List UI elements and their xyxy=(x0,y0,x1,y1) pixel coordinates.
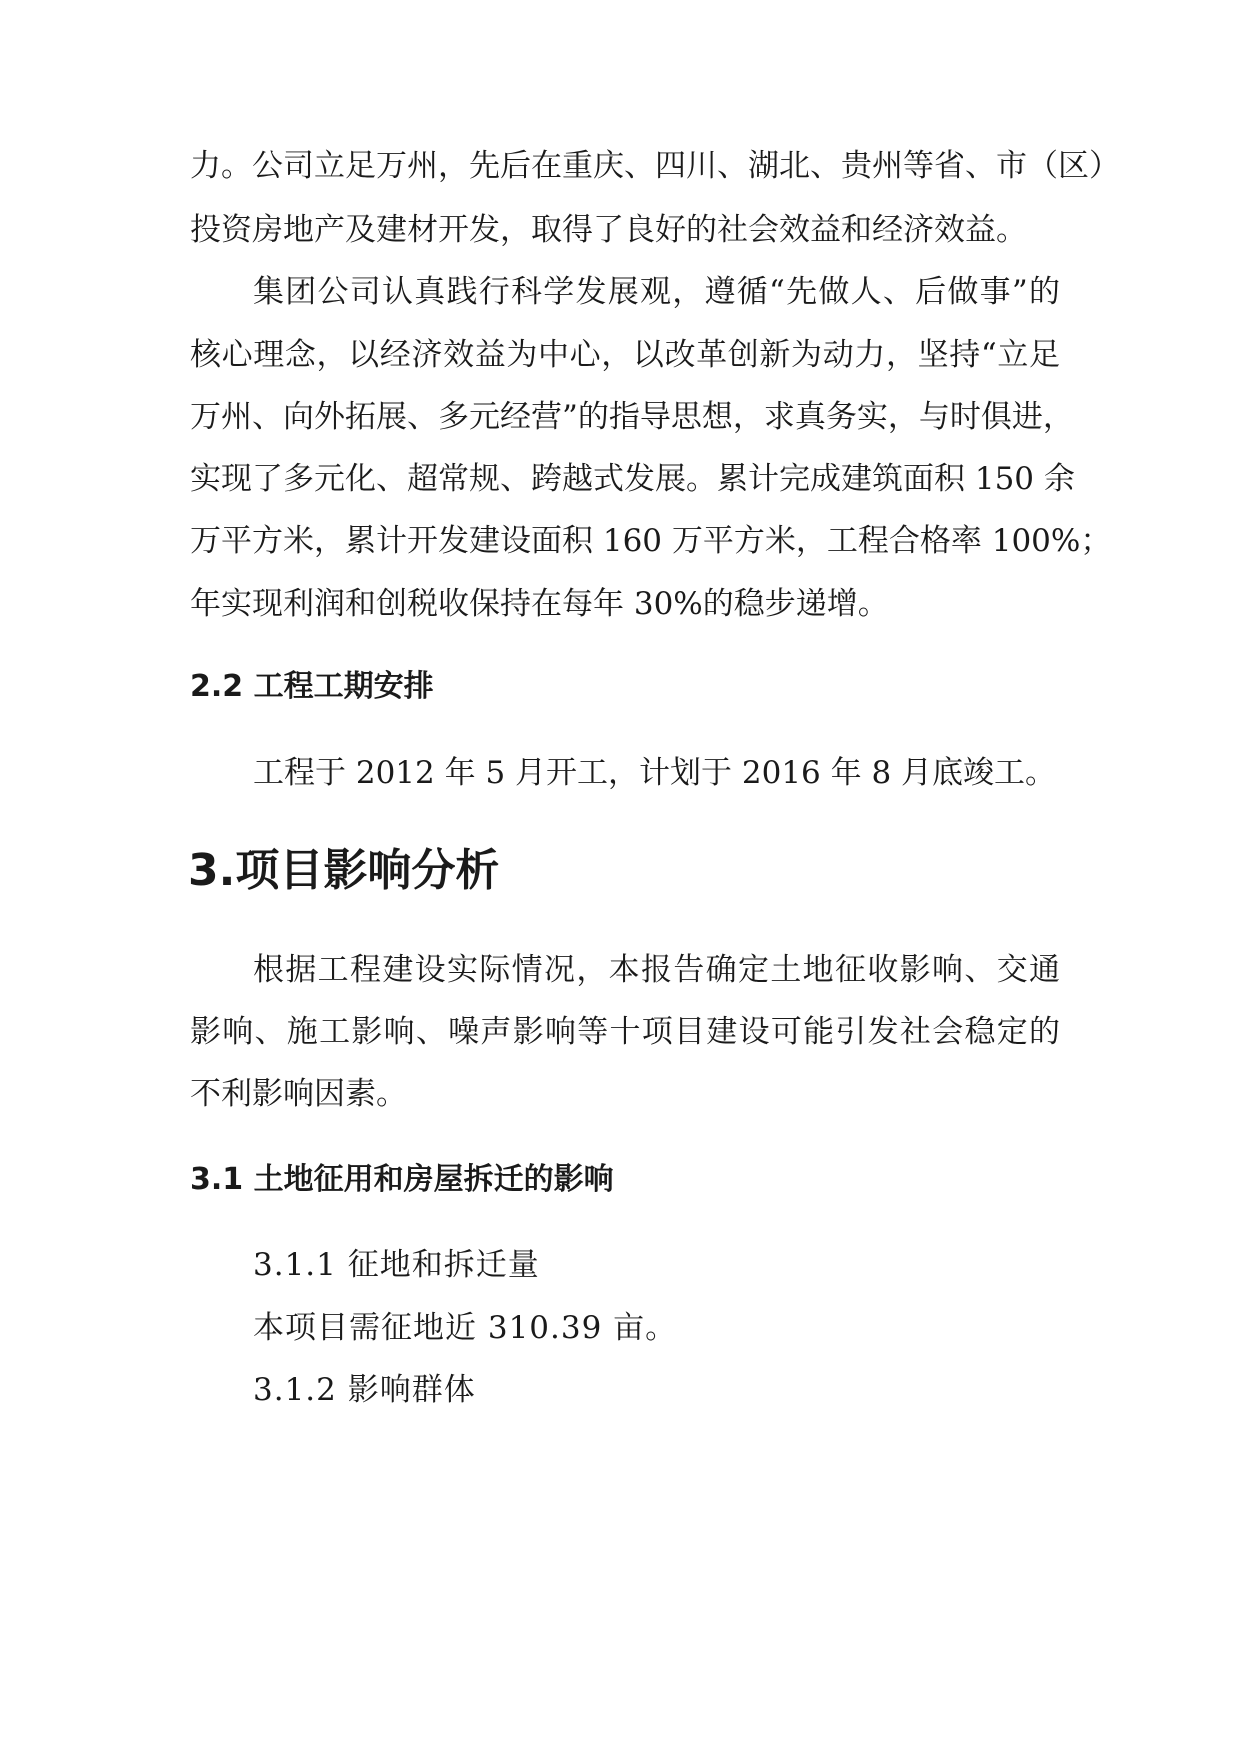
paragraph-line: 不利影响因素。 xyxy=(190,1076,407,1112)
paragraph-line: 万平方米，累计开发建设面积 160 万平方米，工程合格率 100%； xyxy=(190,523,1112,559)
subsection-heading-3-1-2: 3.1.2 影响群体 xyxy=(253,1372,476,1408)
paragraph-line: 核心理念，以经济效益为中心，以改革创新为动力，坚持“立足 xyxy=(190,337,1060,373)
paragraph-line: 根据工程建设实际情况，本报告确定土地征收影响、交通 xyxy=(253,952,1060,988)
paragraph-line: 年实现利润和创税收保持在每年 30%的稳步递增。 xyxy=(190,586,889,622)
paragraph-line: 实现了多元化、超常规、跨越式发展。累计完成建筑面积 150 余 xyxy=(190,461,1075,497)
section-heading-3: 3.项目影响分析 xyxy=(188,845,500,896)
paragraph-line: 力。公司立足万州，先后在重庆、四川、湖北、贵州等省、市（区） xyxy=(190,148,1120,184)
paragraph-line: 投资房地产及建材开发，取得了良好的社会效益和经济效益。 xyxy=(190,212,1027,248)
section-heading-2-2: 2.2 工程工期安排 xyxy=(190,669,434,704)
paragraph-line: 万州、向外拓展、多元经营”的指导思想，求真务实，与时俱进， xyxy=(190,399,1074,435)
paragraph-line: 集团公司认真践行科学发展观，遵循“先做人、后做事”的 xyxy=(253,274,1060,310)
schedule-text: 工程于 2012 年 5 月开工，计划于 2016 年 8 月底竣工。 xyxy=(253,755,1057,791)
subsection-text: 本项目需征地近 310.39 亩。 xyxy=(253,1310,678,1346)
paragraph-line: 影响、施工影响、噪声影响等十项目建设可能引发社会稳定的 xyxy=(190,1014,1060,1050)
section-heading-3-1: 3.1 土地征用和房屋拆迁的影响 xyxy=(190,1162,614,1197)
subsection-heading-3-1-1: 3.1.1 征地和拆迁量 xyxy=(253,1247,540,1283)
